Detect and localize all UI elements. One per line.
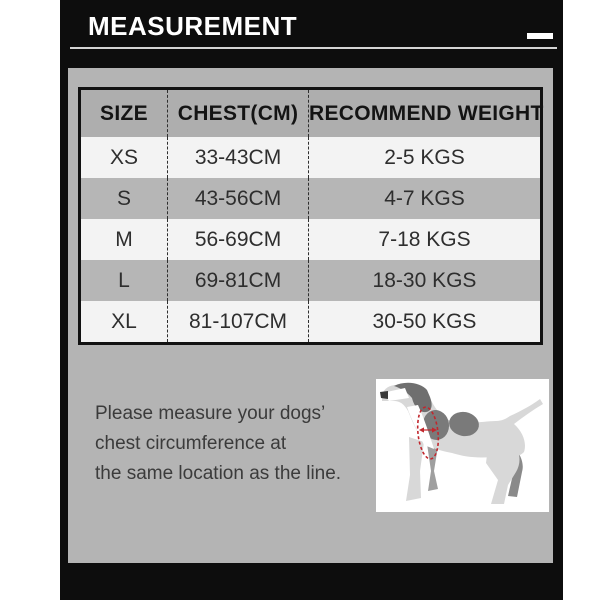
dog-nose	[380, 391, 388, 399]
weight-cell: 30-50 KGS	[372, 309, 477, 333]
chest-cell: 81-107CM	[168, 301, 309, 342]
table-row-xs	[81, 137, 540, 178]
chest-cell: 56-69CM	[168, 219, 309, 260]
size-cell: XL	[81, 301, 168, 342]
column-header-weight: RECOMMEND WEIGHT	[309, 101, 544, 125]
table-row-s	[81, 178, 540, 219]
table-row-m	[81, 219, 540, 260]
size-cell: S	[81, 178, 168, 219]
weight-cell: 2-5 KGS	[384, 145, 465, 169]
note-line-1: Please measure your dogs’	[95, 403, 326, 424]
size-cell: XS	[81, 137, 168, 178]
chest-cell: 69-81CM	[168, 260, 309, 301]
dog-silhouette-illustration	[376, 379, 549, 512]
minimize-dash-icon	[527, 33, 553, 39]
table-header-row	[81, 90, 544, 137]
chest-cell: 43-56CM	[168, 178, 309, 219]
measurement-card	[60, 0, 563, 600]
weight-cell: 4-7 KGS	[384, 186, 465, 210]
column-header-chest: CHEST(CM)	[168, 90, 309, 137]
size-table	[78, 87, 543, 345]
weight-cell: 18-30 KGS	[372, 268, 477, 292]
table-row-xl	[81, 301, 540, 342]
note-line-2: chest circumference at	[95, 433, 287, 454]
table-row-l	[81, 260, 540, 301]
page-title: MEASUREMENT	[88, 11, 298, 41]
dog-illustration-box	[376, 379, 549, 512]
weight-cell: 7-18 KGS	[378, 227, 471, 251]
note-line-3: the same location as the line.	[95, 463, 342, 484]
column-header-size: SIZE	[81, 90, 168, 137]
size-cell: L	[81, 260, 168, 301]
title-underline	[70, 47, 557, 49]
chest-cell: 33-43CM	[168, 137, 309, 178]
measurement-note	[95, 399, 375, 489]
size-cell: M	[81, 219, 168, 260]
size-chart-panel	[68, 68, 553, 563]
